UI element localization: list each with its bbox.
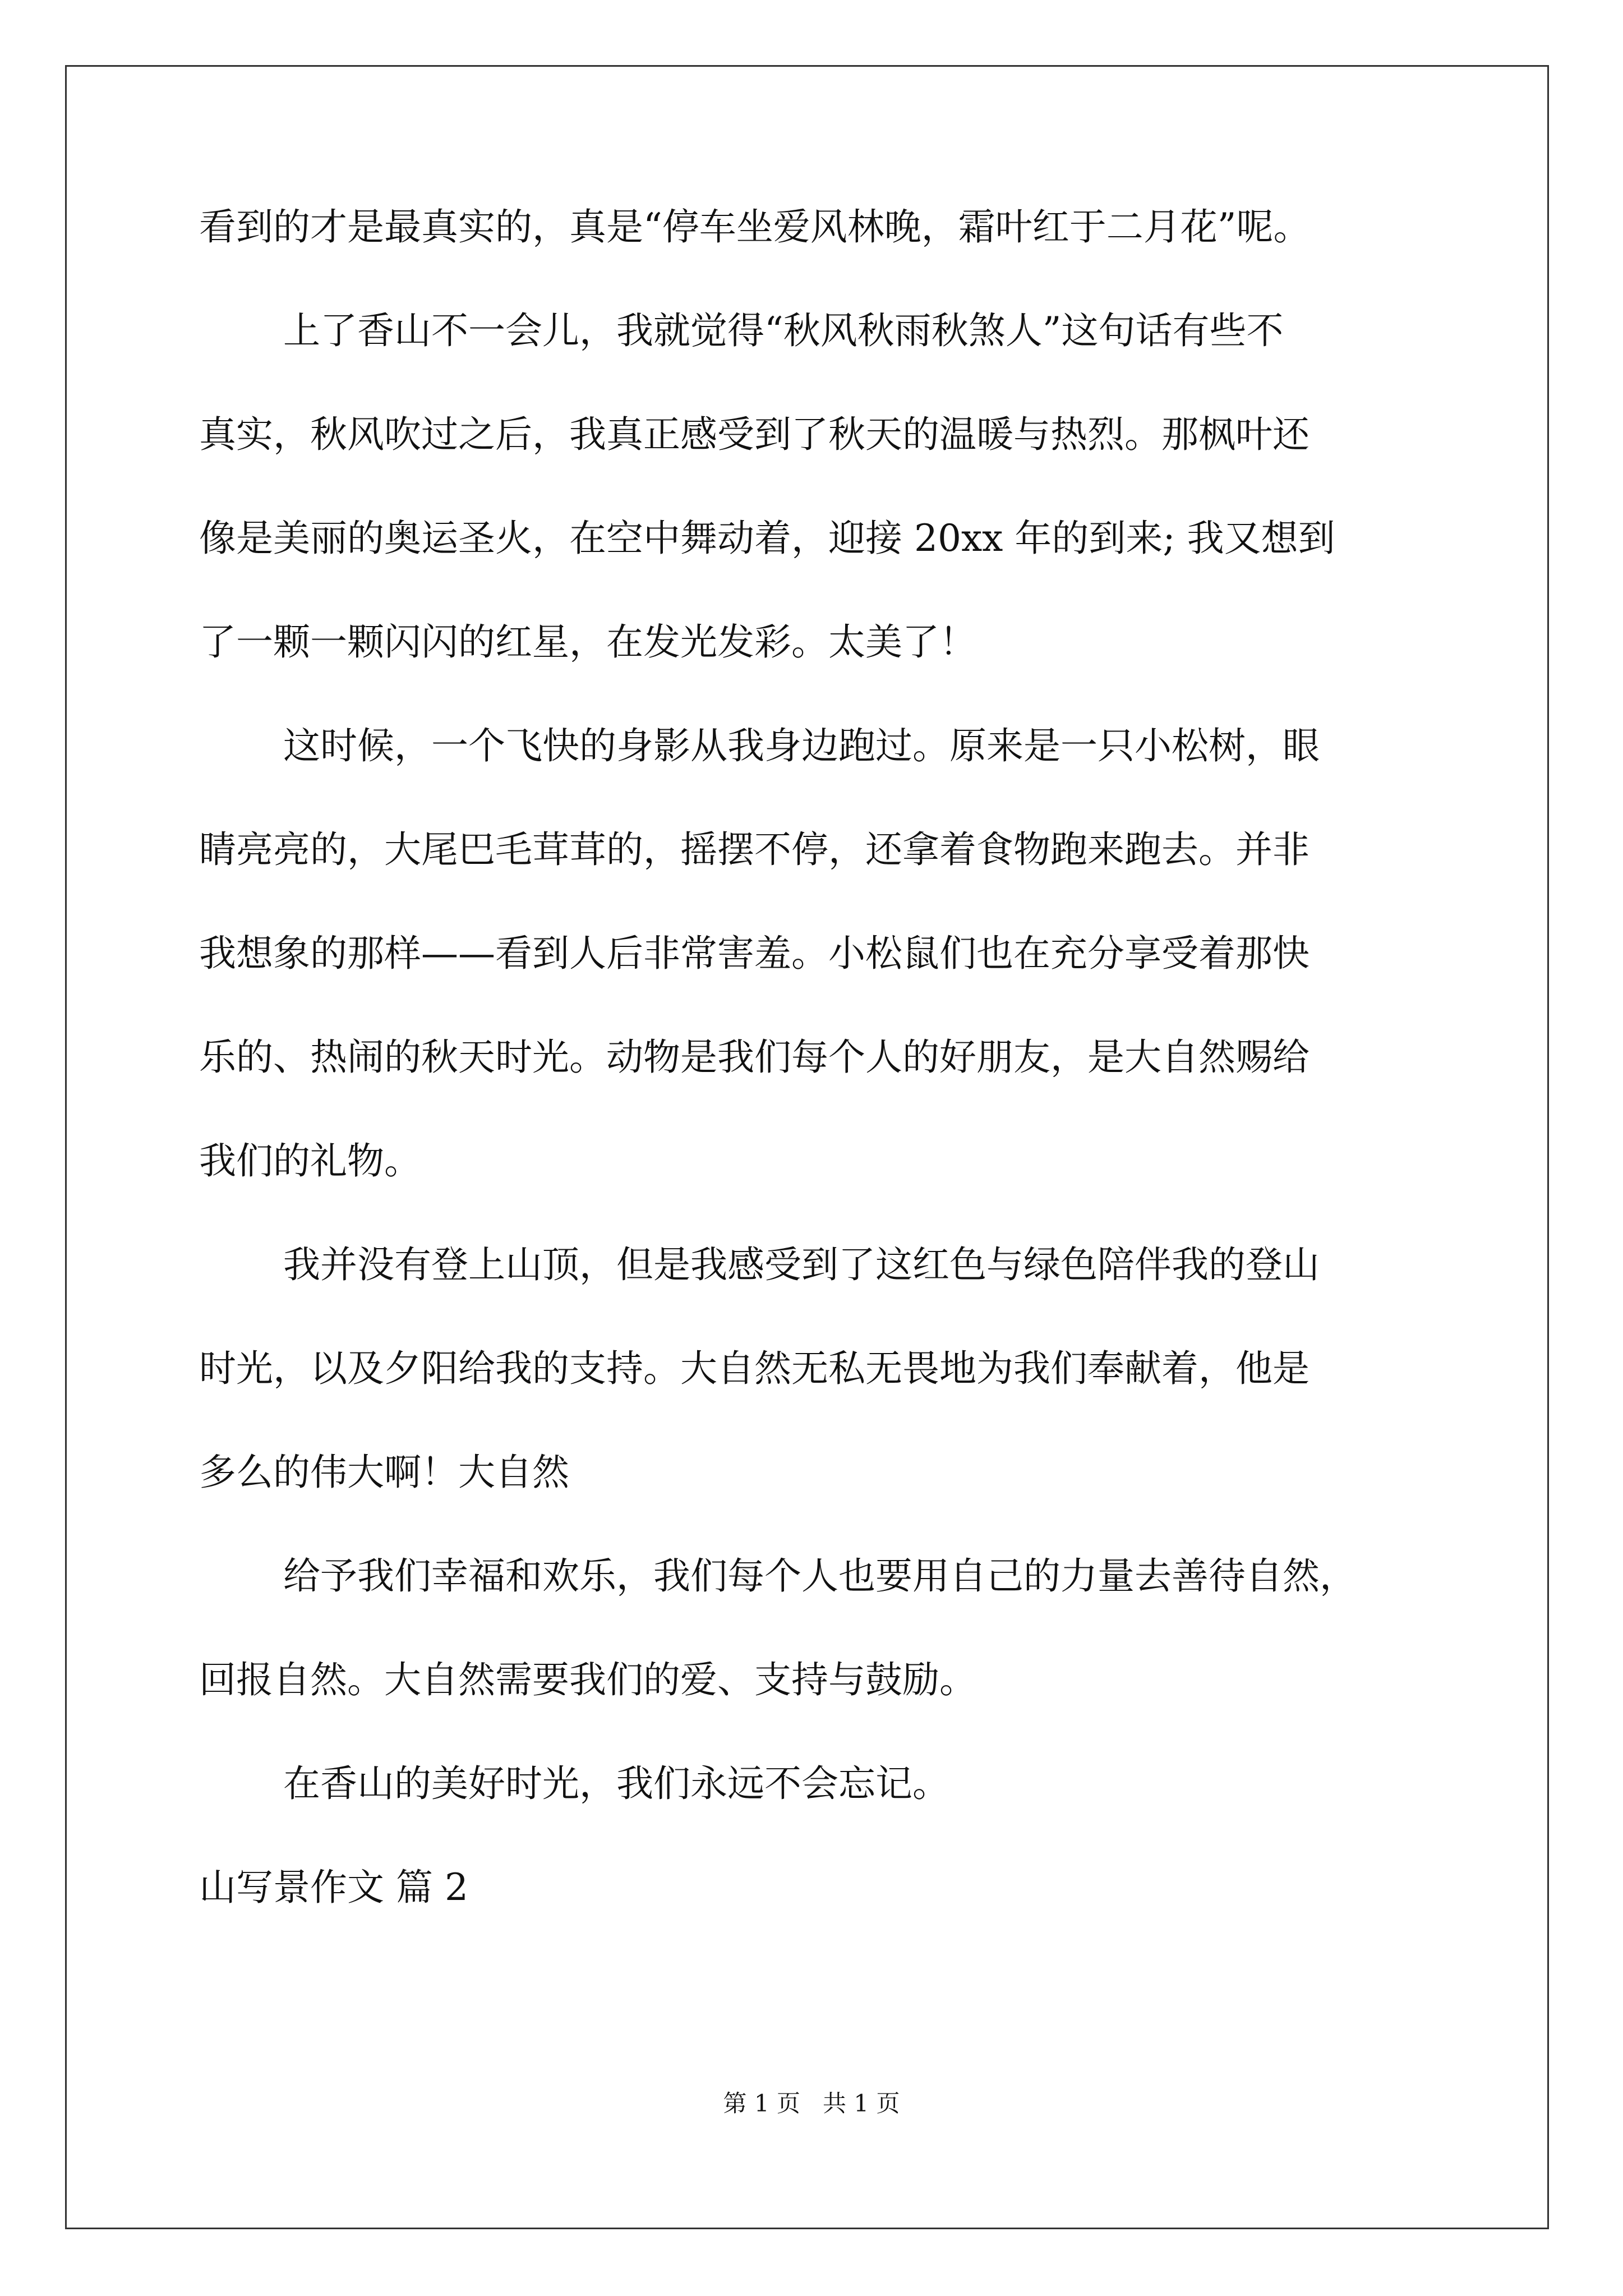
paragraph-start-line: 给予我们幸福和欢乐，我们每个人也要用自己的力量去善待自然，	[283, 1554, 1357, 1598]
text-line: 乐的、热闹的秋天时光。动物是我们每个人的好朋友，是大自然赐给	[199, 1036, 1310, 1079]
paragraph-start-line: 我并没有登上山顶，但是我感受到了这红色与绿色陪伴我的登山	[283, 1243, 1320, 1286]
text-line: 多么的伟大啊！大自然	[199, 1451, 569, 1494]
section-heading: 山写景作文 篇 2	[199, 1866, 468, 1909]
page-footer: 第 1 页 共 1 页	[723, 2090, 900, 2117]
text-line: 睛亮亮的，大尾巴毛茸茸的，摇摆不停，还拿着食物跑来跑去。并非	[199, 828, 1310, 871]
text-line: 真实，秋风吹过之后，我真正感受到了秋天的温暖与热烈。那枫叶还	[199, 413, 1310, 456]
paragraph-start-line: 在香山的美好时光，我们永远不会忘记。	[283, 1762, 949, 1805]
text-line: 看到的才是最真实的，真是“停车坐爱风林晚，霜叶红于二月花”呢。	[199, 205, 1311, 249]
paragraph-start-line: 上了香山不一会儿，我就觉得“秋风秋雨秋煞人”这句话有些不	[283, 309, 1284, 352]
paragraph-start-line: 这时候，一个飞快的身影从我身边跑过。原来是一只小松树，眼	[283, 724, 1320, 767]
text-line: 回报自然。大自然需要我们的爱、支持与鼓励。	[199, 1658, 976, 1701]
text-line: 我想象的那样——看到人后非常害羞。小松鼠们也在充分享受着那快	[199, 932, 1310, 975]
text-line: 我们的礼物。	[199, 1139, 421, 1182]
text-line: 像是美丽的奥运圣火，在空中舞动着，迎接 20xx 年的到来; 我又想到	[199, 517, 1335, 560]
text-line: 时光，以及夕阳给我的支持。大自然无私无畏地为我们奉献着，他是	[199, 1347, 1310, 1390]
text-line: 了一颗一颗闪闪的红星，在发光发彩。太美了！	[199, 620, 976, 664]
